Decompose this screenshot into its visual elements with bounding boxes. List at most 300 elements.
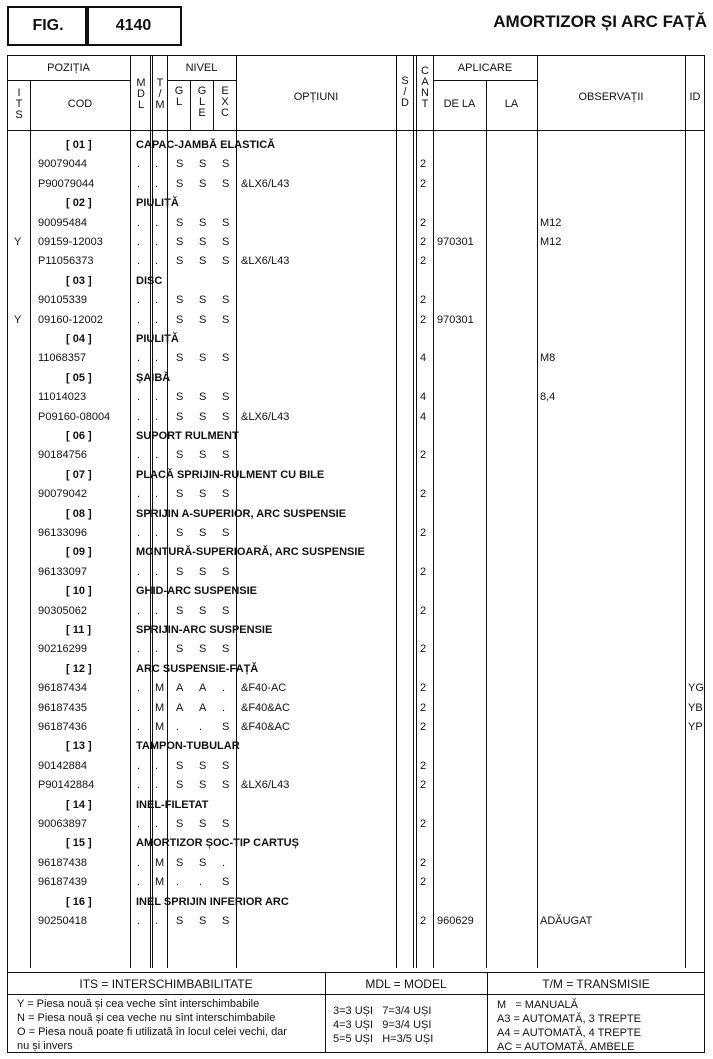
fig-number: 4140: [115, 17, 152, 34]
cell-cant: 2: [420, 701, 427, 714]
cell-cod: 90305062: [38, 604, 87, 617]
hdr-gle: G L E: [197, 85, 207, 119]
cell-cant: 2: [420, 818, 427, 830]
group-position: [ 05 ]: [66, 371, 92, 384]
cell-tm: .: [155, 391, 159, 404]
cell-gl: S: [176, 527, 184, 539]
cell-gl: S: [176, 391, 184, 404]
cell-gl: S: [176, 449, 184, 462]
cell-gle: S: [199, 818, 207, 830]
cell-tm: .: [155, 216, 159, 229]
cell-exc: .: [222, 856, 226, 869]
cell-mdl: .: [137, 216, 141, 229]
cell-cod: 90250418: [38, 915, 87, 927]
legend-its-line: N = Piesa nouă și cea veche nu sînt interschimbabile: [17, 1012, 276, 1024]
cell-tm: .: [155, 449, 159, 462]
hdr-gl: G L: [174, 85, 184, 108]
part-row: [0, 252, 713, 271]
cell-obs: M12: [540, 236, 562, 248]
cell-tm: .: [155, 352, 159, 365]
cell-gle: S: [199, 236, 207, 248]
group-name: SPRIJIN-ARC SUSPENSIE: [136, 624, 273, 636]
cell-gle: S: [199, 527, 207, 539]
group-name: PIULIȚĂ: [136, 333, 179, 345]
cell-mdl: .: [137, 294, 141, 307]
cell-gle: S: [199, 352, 207, 365]
cell-gl: .: [176, 721, 180, 733]
cell-cod: 11068357: [38, 352, 87, 365]
cell-mdl: .: [137, 779, 141, 792]
group-position: [ 16 ]: [66, 895, 92, 908]
cell-tm: .: [155, 604, 159, 617]
cell-cod: 90079044: [38, 158, 87, 171]
cell-its: Y: [14, 313, 22, 326]
cell-tm: .: [155, 643, 159, 656]
cell-gl: S: [176, 236, 184, 248]
group-position: [ 14 ]: [66, 798, 92, 811]
cell-mdl: .: [137, 158, 141, 171]
group-position: [ 13 ]: [66, 740, 92, 753]
hdr-aplicare: APLICARE: [457, 62, 513, 74]
cell-mdl: .: [137, 876, 141, 889]
cell-gle: S: [199, 643, 207, 656]
group-position: [ 04 ]: [66, 333, 92, 345]
part-row: [0, 718, 713, 737]
cell-mdl: .: [137, 701, 141, 714]
cell-gle: S: [199, 488, 207, 501]
group-name: INEL-FILETAT: [136, 798, 209, 811]
cell-tm: .: [155, 527, 159, 539]
part-row: [0, 291, 713, 310]
cell-mdl: .: [137, 721, 141, 733]
group-header-row: [0, 272, 713, 291]
part-row: [0, 854, 713, 873]
cell-cod: 96133097: [38, 565, 87, 578]
cell-exc: S: [222, 255, 230, 268]
hdr-pozitia: POZIȚIA: [47, 62, 90, 74]
cell-cant: 2: [420, 488, 427, 501]
cell-mdl: .: [137, 449, 141, 462]
group-header-row: [0, 737, 713, 756]
cell-tm: M: [155, 701, 165, 714]
cell-gl: S: [176, 604, 184, 617]
part-row: [0, 349, 713, 368]
cell-cant: 4: [420, 352, 427, 365]
cell-cant: 2: [420, 158, 427, 171]
cell-cod: P90079044: [38, 177, 95, 190]
cell-gl: S: [176, 313, 184, 326]
group-name: GHID-ARC SUSPENSIE: [136, 585, 258, 598]
cell-opt: &LX6/L43: [241, 177, 290, 190]
legend-mdl-line: 4=3 UȘI 9=3/4 UȘI: [333, 1019, 432, 1031]
cell-obs: 8,4: [540, 391, 556, 404]
cell-cant: 2: [420, 216, 427, 229]
hdr-id: ID: [689, 91, 701, 103]
cell-cod: 90095484: [38, 216, 87, 229]
cell-tm: .: [155, 158, 159, 171]
col-line-gle: [213, 80, 214, 130]
cell-dela: 970301: [437, 313, 474, 326]
fig-label-box: [7, 6, 89, 46]
group-name: ARC SUSPENSIE-FAȚĂ: [136, 662, 259, 675]
cell-exc: S: [222, 915, 230, 927]
group-header-row: [0, 194, 713, 213]
group-position: [ 03 ]: [66, 274, 92, 287]
cell-gl: S: [176, 352, 184, 365]
hdr-nivel: NIVEL: [185, 62, 218, 74]
cell-mdl: .: [137, 565, 141, 578]
hdr-cod: COD: [67, 98, 93, 110]
cell-cant: 2: [420, 856, 427, 869]
group-header-row: [0, 543, 713, 562]
cell-gle: S: [199, 177, 207, 190]
hdr-tm: T / M: [155, 77, 165, 111]
cell-mdl: .: [137, 352, 141, 365]
cell-cod: 90105339: [38, 294, 87, 307]
cell-gle: S: [199, 449, 207, 462]
cell-cod: 90063897: [38, 818, 87, 830]
cell-exc: S: [222, 177, 230, 190]
cell-gle: S: [199, 391, 207, 404]
cell-gl: A: [176, 701, 184, 714]
cell-opt: &LX6/L43: [241, 410, 290, 423]
cell-gl: S: [176, 216, 184, 229]
cell-gle: S: [199, 255, 207, 268]
group-position: [ 08 ]: [66, 507, 92, 520]
part-row: [0, 408, 713, 427]
hdr-optiuni: OPȚIUNI: [293, 91, 339, 103]
cell-tm: M: [155, 856, 165, 869]
cell-tm: .: [155, 915, 159, 927]
cell-exc: S: [222, 527, 230, 539]
cell-gl: S: [176, 779, 184, 792]
cell-obs: ADĂUGAT: [540, 915, 593, 927]
group-name: TAMPON-TUBULAR: [136, 740, 240, 753]
cell-tm: .: [155, 488, 159, 501]
part-row: [0, 815, 713, 834]
cell-cant: 2: [420, 643, 427, 656]
group-name: PLACĂ SPRIJIN-RULMENT CU BILE: [136, 468, 325, 481]
cell-exc: S: [222, 779, 230, 792]
cell-cant: 4: [420, 391, 427, 404]
group-name: SUPORT RULMENT: [136, 430, 239, 442]
cell-mdl: .: [137, 410, 141, 423]
part-row: [0, 233, 713, 252]
cell-gl: S: [176, 643, 184, 656]
legend-its-line: O = Piesa nouă poate fi utilizată în locul celei vechi, dar: [17, 1026, 287, 1038]
cell-dela: 970301: [437, 236, 474, 248]
cell-exc: S: [222, 721, 230, 733]
cell-tm: M: [155, 876, 165, 889]
cell-cant: 2: [420, 527, 427, 539]
group-name: ȘAIBĂ: [136, 371, 171, 384]
group-header-row: [0, 505, 713, 524]
header-subline-aplicare: [433, 80, 537, 81]
part-row: [0, 214, 713, 233]
cell-gle: .: [199, 721, 203, 733]
group-name: AMORTIZOR ȘOC-TIP CARTUȘ: [136, 837, 299, 850]
cell-exc: S: [222, 216, 230, 229]
cell-cant: 2: [420, 682, 427, 695]
cell-opt: &LX6/L43: [241, 255, 290, 268]
cell-gl: .: [176, 876, 180, 889]
part-row: [0, 912, 713, 931]
cell-mdl: .: [137, 391, 141, 404]
cell-tm: .: [155, 779, 159, 792]
cell-id: YP: [688, 721, 703, 733]
part-row: [0, 563, 713, 582]
part-row: [0, 485, 713, 504]
cell-mdl: .: [137, 818, 141, 830]
cell-cant: 2: [420, 449, 427, 462]
group-name: CAPAC-JAMBĂ ELASTICĂ: [136, 139, 276, 151]
cell-cant: 2: [420, 294, 427, 307]
legend-mdl-line: 3=3 UȘI 7=3/4 UȘI: [333, 1005, 432, 1017]
cell-mdl: .: [137, 856, 141, 869]
cell-mdl: .: [137, 682, 141, 695]
cell-tm: .: [155, 759, 159, 772]
cell-gle: .: [199, 876, 203, 889]
group-header-row: [0, 660, 713, 679]
group-header-row: [0, 330, 713, 349]
cell-cant: 2: [420, 236, 427, 248]
cell-cod: 09160-12002: [38, 313, 103, 326]
cell-exc: S: [222, 818, 230, 830]
fig-label: FIG.: [32, 17, 64, 34]
group-header-row: [0, 834, 713, 853]
cell-exc: .: [222, 701, 226, 714]
group-name: DISC: [136, 274, 163, 287]
cell-tm: .: [155, 565, 159, 578]
legend-tm-line: AC = AUTOMATĂ, AMBELE: [497, 1041, 635, 1053]
cell-tm: .: [155, 818, 159, 830]
cell-exc: S: [222, 488, 230, 501]
group-header-row: [0, 621, 713, 640]
part-row: [0, 757, 713, 776]
cell-exc: S: [222, 294, 230, 307]
part-row: [0, 446, 713, 465]
cell-cant: 2: [420, 313, 427, 326]
cell-exc: S: [222, 759, 230, 772]
group-header-row: [0, 466, 713, 485]
cell-cod: 96187438: [38, 856, 87, 869]
part-row: [0, 388, 713, 407]
part-row: [0, 602, 713, 621]
cell-cant: 2: [420, 604, 427, 617]
part-row: [0, 524, 713, 543]
group-position: [ 02 ]: [66, 197, 92, 210]
cell-its: Y: [14, 236, 22, 248]
cell-exc: S: [222, 449, 230, 462]
page-title: AMORTIZOR ȘI ARC FAȚĂ: [493, 12, 707, 31]
group-name: MONTURĂ-SUPERIOARĂ, ARC SUSPENSIE: [136, 546, 365, 559]
cell-cant: 4: [420, 410, 427, 423]
part-row: [0, 155, 713, 174]
cell-gle: S: [199, 779, 207, 792]
legend-title-line: [7, 994, 705, 995]
header-bottom-line: [7, 130, 705, 131]
cell-mdl: .: [137, 759, 141, 772]
cell-cant: 2: [420, 565, 427, 578]
cell-gle: S: [199, 856, 207, 869]
group-name: PIULIȚĂ: [136, 197, 179, 210]
cell-exc: S: [222, 352, 230, 365]
cell-cod: 96187434: [38, 682, 87, 695]
cell-opt: &F40&AC: [241, 701, 290, 714]
legend-tm-line: M = MANUALĂ: [497, 999, 578, 1011]
group-header-row: [0, 796, 713, 815]
cell-exc: S: [222, 236, 230, 248]
cell-gl: S: [176, 856, 184, 869]
cell-cod: 96187436: [38, 721, 87, 733]
cell-cod: P11056373: [38, 255, 94, 268]
cell-mdl: .: [137, 643, 141, 656]
header-subline-nivel: [167, 80, 236, 81]
cell-cant: 2: [420, 759, 427, 772]
cell-gle: A: [199, 701, 207, 714]
cell-exc: .: [222, 682, 226, 695]
group-header-row: [0, 427, 713, 446]
cell-gl: S: [176, 294, 184, 307]
cell-exc: S: [222, 391, 230, 404]
legend-its-title: ITS = INTERSCHIMBABILITATE: [79, 977, 253, 991]
cell-exc: S: [222, 313, 230, 326]
cell-exc: S: [222, 604, 230, 617]
part-row: [0, 640, 713, 659]
part-row: [0, 699, 713, 718]
cell-gl: S: [176, 410, 184, 423]
cell-opt: &LX6/L43: [241, 779, 290, 792]
cell-gle: S: [199, 604, 207, 617]
cell-gle: S: [199, 410, 207, 423]
legend-its-line: nu și invers: [17, 1040, 73, 1052]
cell-gl: S: [176, 565, 184, 578]
cell-mdl: .: [137, 236, 141, 248]
cell-cant: 2: [420, 255, 427, 268]
cell-cod: 90184756: [38, 449, 87, 462]
hdr-exc: E X C: [221, 85, 229, 119]
header-subline-left: [7, 80, 130, 81]
cell-gl: S: [176, 177, 184, 190]
cell-cant: 2: [420, 779, 427, 792]
cell-tm: .: [155, 177, 159, 190]
cell-mdl: .: [137, 527, 141, 539]
hdr-sd: S / D: [401, 75, 409, 109]
cell-tm: .: [155, 236, 159, 248]
part-row: [0, 873, 713, 892]
cell-mdl: .: [137, 255, 141, 268]
cell-cod: 96187435: [38, 701, 87, 714]
group-header-row: [0, 136, 713, 155]
cell-cod: 11014023: [38, 391, 87, 404]
cell-cant: 2: [420, 721, 427, 733]
cell-mdl: .: [137, 177, 141, 190]
hdr-cant: C A N T: [421, 65, 429, 110]
hdr-de-la: DE LA: [443, 98, 476, 110]
legend-mdl-title: MDL = MODEL: [365, 977, 447, 991]
cell-gle: S: [199, 313, 207, 326]
cell-exc: S: [222, 565, 230, 578]
cell-gl: S: [176, 158, 184, 171]
cell-gle: S: [199, 759, 207, 772]
cell-gl: S: [176, 759, 184, 772]
cell-cod: 90216299: [38, 643, 87, 656]
cell-id: YG: [688, 682, 704, 695]
cell-id: YB: [688, 701, 703, 714]
part-row: [0, 679, 713, 698]
cell-gl: S: [176, 818, 184, 830]
part-row: [0, 175, 713, 194]
cell-exc: S: [222, 643, 230, 656]
cell-opt: &F40&AC: [241, 721, 290, 733]
cell-gl: A: [176, 682, 184, 695]
cell-tm: M: [155, 682, 165, 695]
group-position: [ 12 ]: [66, 662, 92, 675]
cell-exc: S: [222, 158, 230, 171]
hdr-la: LA: [504, 98, 519, 110]
hdr-its: I T S: [15, 87, 23, 121]
group-position: [ 15 ]: [66, 837, 92, 850]
cell-gl: S: [176, 915, 184, 927]
cell-gle: A: [199, 682, 207, 695]
group-header-row: [0, 369, 713, 388]
part-row: [0, 311, 713, 330]
cell-gle: S: [199, 158, 207, 171]
cell-mdl: .: [137, 488, 141, 501]
cell-mdl: .: [137, 604, 141, 617]
hdr-mdl: M D L: [136, 77, 146, 111]
cell-gl: S: [176, 255, 184, 268]
cell-tm: .: [155, 313, 159, 326]
group-header-row: [0, 893, 713, 912]
cell-tm: M: [155, 721, 165, 733]
cell-cant: 2: [420, 177, 427, 190]
cell-cod: 90142884: [38, 759, 87, 772]
group-position: [ 10 ]: [66, 585, 92, 598]
cell-exc: S: [222, 876, 230, 889]
cell-tm: .: [155, 410, 159, 423]
cell-exc: S: [222, 410, 230, 423]
cell-mdl: .: [137, 313, 141, 326]
cell-cant: 2: [420, 915, 427, 927]
group-name: SPRIJIN A-SUPERIOR, ARC SUSPENSIE: [136, 507, 347, 520]
cell-cod: 09159-12003: [38, 236, 103, 248]
cell-cant: 2: [420, 876, 427, 889]
group-position: [ 06 ]: [66, 430, 92, 442]
legend-mdl-line: 5=5 UȘI H=3/5 UȘI: [333, 1033, 434, 1045]
cell-cod: 96187439: [38, 876, 87, 889]
legend-its-line: Y = Piesa nouă și cea veche sînt interschimbabile: [17, 998, 260, 1010]
cell-tm: .: [155, 255, 159, 268]
group-name: INEL SPRIJIN INFERIOR ARC: [136, 895, 289, 908]
cell-gle: S: [199, 915, 207, 927]
fig-number-box: [85, 6, 182, 46]
col-line-gl: [190, 80, 191, 130]
group-header-row: [0, 582, 713, 601]
cell-opt: &F40-AC: [241, 682, 287, 695]
cell-mdl: .: [137, 915, 141, 927]
hdr-observatii: OBSERVAȚII: [578, 91, 644, 103]
cell-gl: S: [176, 488, 184, 501]
legend-tm-line: A4 = AUTOMATĂ, 4 TREPTE: [497, 1027, 641, 1039]
legend-tm-title: T/M = TRANSMISIE: [542, 977, 650, 991]
cell-gle: S: [199, 294, 207, 307]
group-position: [ 01 ]: [66, 139, 92, 151]
cell-cod: P09160-08004: [38, 410, 111, 423]
cell-tm: .: [155, 294, 159, 307]
legend-top-line: [7, 972, 705, 973]
part-row: [0, 776, 713, 795]
